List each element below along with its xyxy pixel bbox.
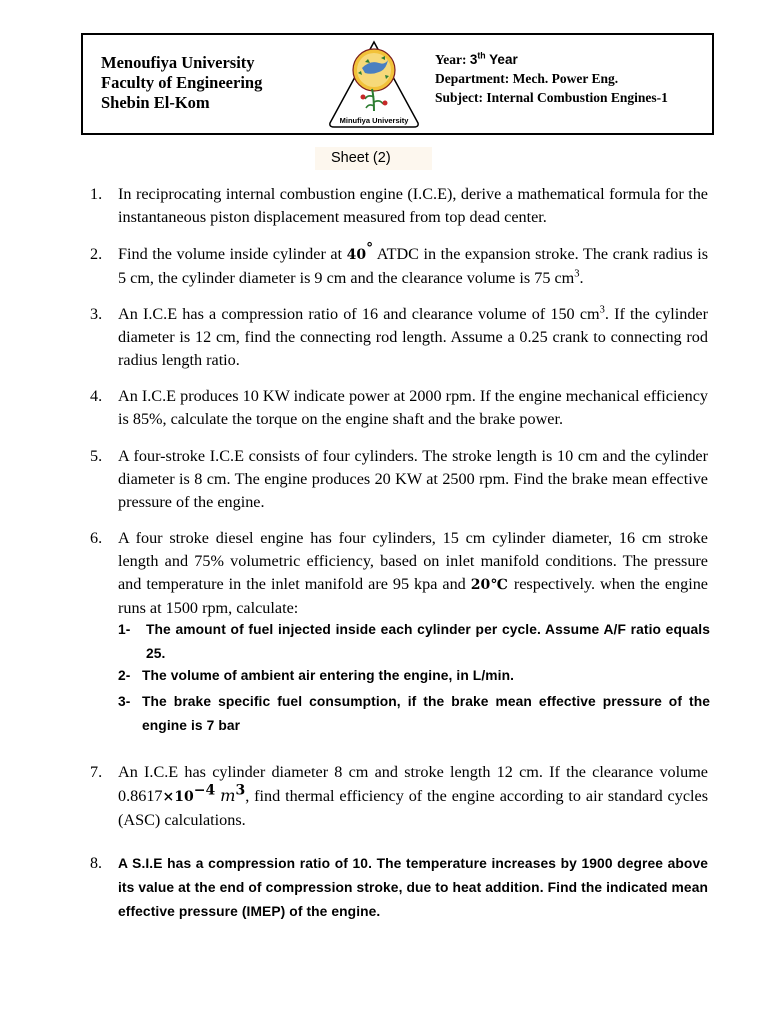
department-line: Department: Mech. Power Eng. bbox=[435, 71, 619, 86]
question-8: 8. A S.I.E has a compression ratio of 10. The temperature increases by 1900 degree above its value at the end of compression stroke, due to heat addition. Find the indicated mean effective pressure (IMEP) of the engine. bbox=[90, 855, 708, 919]
university-logo-icon bbox=[325, 39, 423, 131]
question-7: 7. An I.C.E has cylinder diameter 8 cm and stroke length 12 cm. If the clearance volume $0.8617\times 10^{-4}$ $m^3$, find thermal efficiency of the engine according to air standard cycles (ASC) calculations. bbox=[90, 763, 709, 829]
logo-caption: Minufiya University bbox=[339, 116, 409, 125]
city-name: Shebin El-Kom bbox=[101, 93, 210, 112]
year-line: Year: 3th Year bbox=[435, 50, 518, 67]
university-name: Menoufiya University bbox=[101, 53, 255, 72]
question-3: 3. An I.C.E has a compression ratio of 16 and clearance volume of 150 $cm^3$. If the cylinder diameter is 12 cm, find the connecting rod length. Assume a 0.25 crank to connecting rod radius length ratio. bbox=[90, 304, 708, 369]
faculty-name: Faculty of Engineering bbox=[101, 73, 263, 92]
course-info bbox=[435, 50, 668, 107]
question-6-sub-1: 1- The amount of fuel injected inside each cylinder per cycle. Assume A/F ratio equals 25. bbox=[118, 622, 710, 661]
header-box bbox=[81, 33, 714, 135]
question-6-sub-3: 3- The brake specific fuel consumption, if the brake mean effective pressure of the engine is 7 bar bbox=[118, 694, 710, 733]
question-4: 4. An I.C.E produces 10 KW indicate power at 2000 rpm. If the engine mechanical efficiency is 85%, calculate the torque on the engine shaft and the brake power. bbox=[90, 387, 708, 428]
question-1: 1. In reciprocating internal combustion engine (I.C.E), derive a mathematical formula for the instantaneous piston displacement measured from top dead center. bbox=[90, 185, 708, 226]
sheet-label: Sheet (2) bbox=[315, 147, 432, 170]
university-block bbox=[101, 53, 262, 113]
question-5: 5. A four-stroke I.C.E consists of four cylinders. The stroke length is 10 cm and the cylinder diameter is 8 cm. The engine produces 20 KW at 2500 rpm. Find the brake mean effective pressure of the engine. bbox=[90, 447, 708, 511]
question-6-sub-2: 2- The volume of ambient air entering the engine, in L/min. bbox=[118, 668, 515, 683]
question-2: 2. Find the volume inside cylinder at 40° ATDC in the expansion stroke. The crank radius is 5 cm, the cylinder diameter is 9 cm and the clearance volume is 75 $cm^3$. bbox=[90, 240, 708, 287]
subject-line: Subject: Internal Combustion Engines-1 bbox=[435, 90, 668, 105]
question-6: 6. A four stroke diesel engine has four cylinders, 15 cm cylinder diameter, 16 cm stroke length and 75% volumetric efficiency, based on inlet manifold conditions. The pressure and temperature in the inlet manifold are 95 kpa and 20℃ respectively. when the engine runs at 1500 rpm, calculate: bbox=[90, 529, 708, 617]
